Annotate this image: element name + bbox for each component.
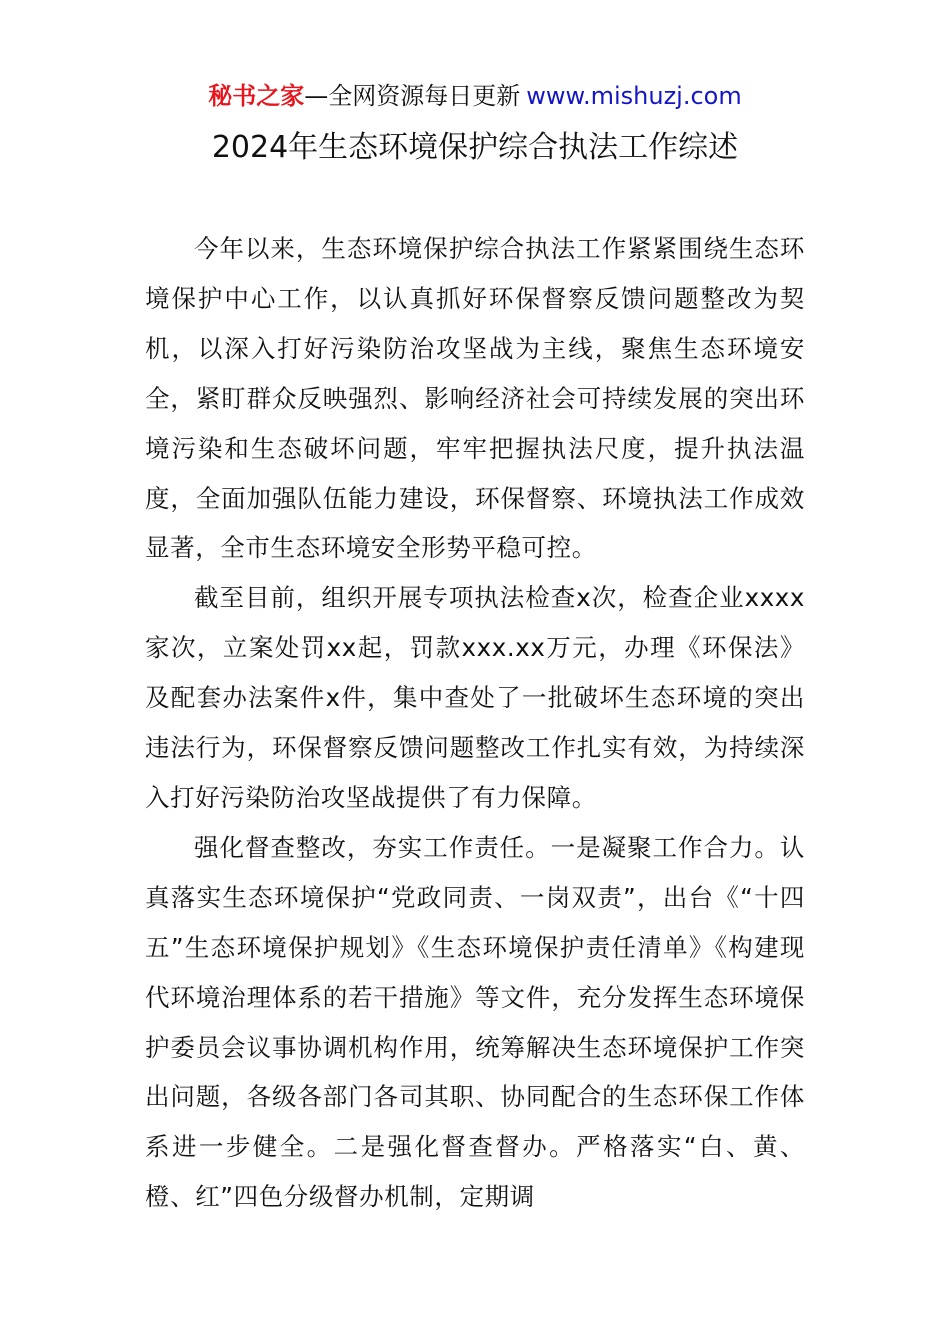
document-body — [145, 224, 805, 1222]
document-title: 2024年生态环境保护综合执法工作综述 — [211, 130, 739, 165]
paragraph: 今年以来，生态环境保护综合执法工作紧紧围绕生态环境保护中心工作，以认真抓好环保督察反馈问题整改为契机，以深入打好污染防治攻坚战为主线，聚焦生态环境安全，紧盯群众反映强烈、影响经济社会可持续发展的突出环境污染和生态破坏问题，牢牢把握执法尺度，提升执法温度，全面加强队伍能力建设，环保督察、环境执法工作成效显著，全市生态环境安全形势平稳可控。 — [145, 234, 805, 563]
site-url-link[interactable]: www.mishuzj.com — [526, 82, 742, 110]
paragraph: 截至目前，组织开展专项执法检查x次，检查企业xxxx家次，立案处罚xx起，罚款xxx.xx万元，办理《环保法》及配套办法案件x件，集中查处了一批破坏生态环境的突出违法行为，环保督察反馈问题整改工作扎实有效，为持续深入打好污染防治攻坚战提供了有力保障。 — [145, 583, 805, 812]
header-tagline: —全网资源每日更新 — [304, 82, 521, 110]
brand-name: 秘书之家 — [208, 82, 305, 110]
paragraph: 强化督查整改，夯实工作责任。一是凝聚工作合力。认真落实生态环境保护“党政同责、一岗双责”，出台《“十四五”生态环境保护规划》《生态环境保护责任清单》《构建现代环境治理体系的若干措施》等文件，充分发挥生态环境保护委员会议事协调机构作用，统筹解决生态环境保护工作突出问题，各级各部门各司其职、协同配合的生态环保工作体系进一步健全。二是强化督查督办。严格落实“白、黄、橙、红”四色分级督办机制，定期调 — [145, 832, 805, 1212]
page-header — [0, 80, 950, 112]
